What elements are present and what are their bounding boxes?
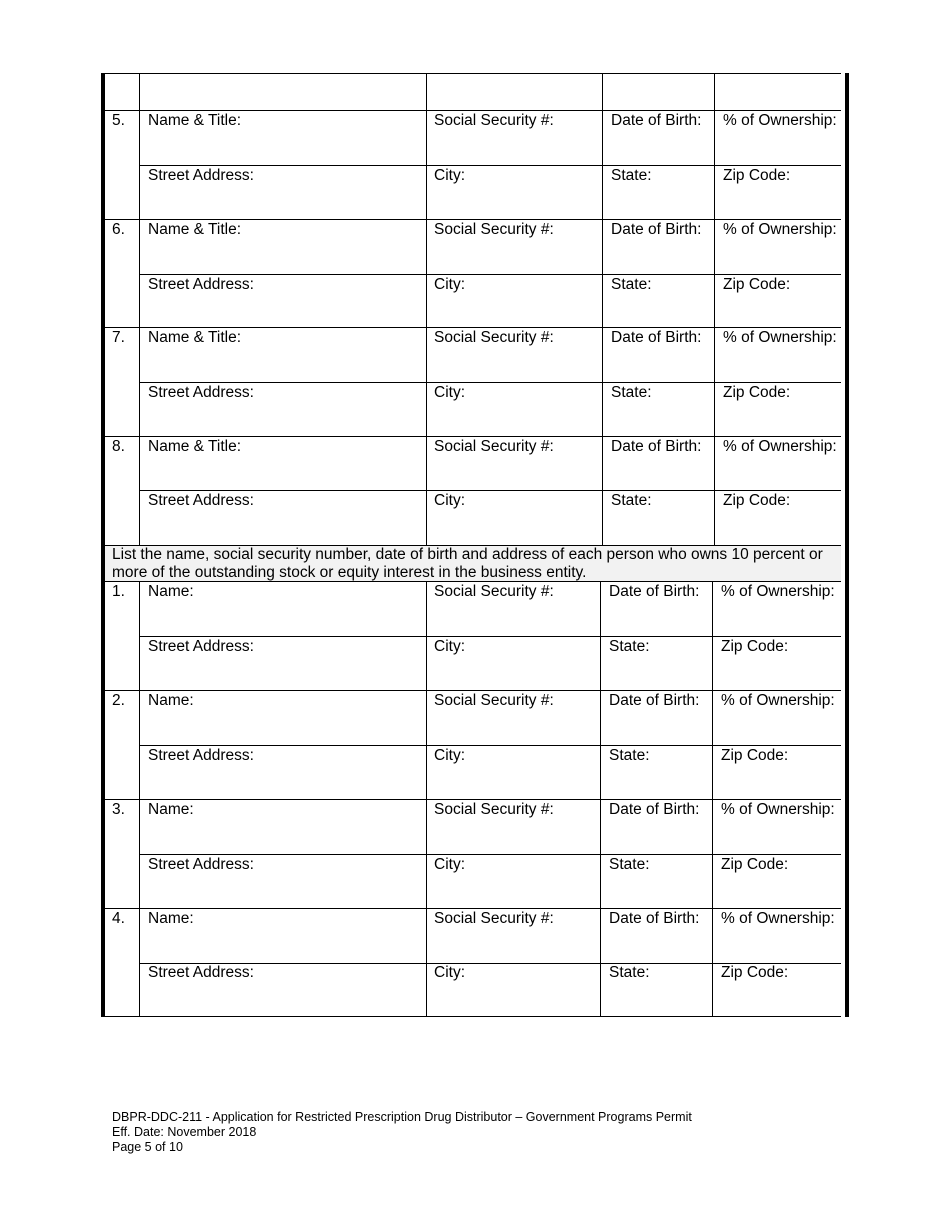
rule <box>139 274 841 275</box>
column-rule <box>426 581 427 1016</box>
zip-code-field[interactable]: Zip Code: <box>723 276 791 293</box>
dob-field[interactable]: Date of Birth: <box>611 438 702 455</box>
name-title-field[interactable]: Name & Title: <box>148 221 242 238</box>
city-field[interactable]: City: <box>434 747 465 764</box>
name-field[interactable]: Name: <box>148 692 194 709</box>
zip-code-field[interactable]: Zip Code: <box>721 747 789 764</box>
street-address-field[interactable]: Street Address: <box>148 384 254 401</box>
column-rule <box>712 581 713 1016</box>
state-field[interactable]: State: <box>611 276 652 293</box>
zip-code-field[interactable]: Zip Code: <box>723 384 791 401</box>
rule <box>105 1016 841 1017</box>
ownership-field[interactable]: % of Ownership: <box>721 801 835 818</box>
column-rule <box>600 581 601 1016</box>
city-field[interactable]: City: <box>434 384 465 401</box>
city-field[interactable]: City: <box>434 276 465 293</box>
column-rule <box>139 73 140 545</box>
row-number: 3. <box>112 801 125 818</box>
ownership-instruction: List the name, social security number, date of birth and address of each person who owns 10 percent or more of the outstanding stock or equity interest in the business entity. <box>112 546 823 581</box>
rule <box>105 908 841 909</box>
ownership-field[interactable]: % of Ownership: <box>723 329 837 346</box>
street-address-field[interactable]: Street Address: <box>148 856 254 873</box>
rule <box>105 436 841 437</box>
form-title: DBPR-DDC-211 - Application for Restricted Prescription Drug Distributor – Government Programs Permit <box>112 1110 692 1124</box>
zip-code-field[interactable]: Zip Code: <box>721 856 789 873</box>
city-field[interactable]: City: <box>434 638 465 655</box>
rule <box>105 219 841 220</box>
ownership-field[interactable]: % of Ownership: <box>721 692 835 709</box>
row-number: 7. <box>112 329 125 346</box>
rule <box>105 690 841 691</box>
name-title-field[interactable]: Name & Title: <box>148 329 242 346</box>
state-field[interactable]: State: <box>609 638 650 655</box>
rule <box>139 854 841 855</box>
rule <box>139 165 841 166</box>
street-address-field[interactable]: Street Address: <box>148 276 254 293</box>
row-number: 8. <box>112 438 125 455</box>
ssn-field[interactable]: Social Security #: <box>434 583 554 600</box>
zip-code-field[interactable]: Zip Code: <box>721 964 789 981</box>
column-rule <box>714 73 715 545</box>
state-field[interactable]: State: <box>611 492 652 509</box>
ssn-field[interactable]: Social Security #: <box>434 438 554 455</box>
state-field[interactable]: State: <box>611 384 652 401</box>
ssn-field[interactable]: Social Security #: <box>434 801 554 818</box>
rule <box>105 110 841 111</box>
street-address-field[interactable]: Street Address: <box>148 492 254 509</box>
rule <box>139 490 841 491</box>
row-number: 1. <box>112 583 125 600</box>
ssn-field[interactable]: Social Security #: <box>434 692 554 709</box>
zip-code-field[interactable]: Zip Code: <box>721 638 789 655</box>
rule <box>139 745 841 746</box>
row-number: 5. <box>112 112 125 129</box>
dob-field[interactable]: Date of Birth: <box>611 112 702 129</box>
state-field[interactable]: State: <box>609 964 650 981</box>
street-address-field[interactable]: Street Address: <box>148 167 254 184</box>
state-field[interactable]: State: <box>609 856 650 873</box>
rule <box>105 73 841 74</box>
rule <box>139 636 841 637</box>
row-number: 2. <box>112 692 125 709</box>
street-address-field[interactable]: Street Address: <box>148 747 254 764</box>
city-field[interactable]: City: <box>434 492 465 509</box>
ssn-field[interactable]: Social Security #: <box>434 112 554 129</box>
zip-code-field[interactable]: Zip Code: <box>723 167 791 184</box>
dob-field[interactable]: Date of Birth: <box>609 692 700 709</box>
name-title-field[interactable]: Name & Title: <box>148 112 242 129</box>
name-field[interactable]: Name: <box>148 801 194 818</box>
ownership-field[interactable]: % of Ownership: <box>723 438 837 455</box>
ssn-field[interactable]: Social Security #: <box>434 910 554 927</box>
ownership-field[interactable]: % of Ownership: <box>723 221 837 238</box>
street-address-field[interactable]: Street Address: <box>148 964 254 981</box>
effective-date: Eff. Date: November 2018 <box>112 1125 257 1139</box>
city-field[interactable]: City: <box>434 167 465 184</box>
name-field[interactable]: Name: <box>148 910 194 927</box>
row-number: 6. <box>112 221 125 238</box>
ownership-field[interactable]: % of Ownership: <box>721 910 835 927</box>
column-rule <box>602 73 603 545</box>
ownership-field[interactable]: % of Ownership: <box>721 583 835 600</box>
dob-field[interactable]: Date of Birth: <box>609 583 700 600</box>
state-field[interactable]: State: <box>609 747 650 764</box>
dob-field[interactable]: Date of Birth: <box>611 329 702 346</box>
column-rule <box>426 73 427 545</box>
state-field[interactable]: State: <box>611 167 652 184</box>
column-rule <box>139 581 140 1016</box>
name-title-field[interactable]: Name & Title: <box>148 438 242 455</box>
dob-field[interactable]: Date of Birth: <box>609 801 700 818</box>
page-number: Page 5 of 10 <box>112 1140 183 1154</box>
rule <box>105 799 841 800</box>
street-address-field[interactable]: Street Address: <box>148 638 254 655</box>
ssn-field[interactable]: Social Security #: <box>434 221 554 238</box>
ownership-field[interactable]: % of Ownership: <box>723 112 837 129</box>
name-field[interactable]: Name: <box>148 583 194 600</box>
page-footer <box>112 1110 692 1155</box>
zip-code-field[interactable]: Zip Code: <box>723 492 791 509</box>
city-field[interactable]: City: <box>434 964 465 981</box>
dob-field[interactable]: Date of Birth: <box>611 221 702 238</box>
rule <box>105 327 841 328</box>
rule <box>139 382 841 383</box>
dob-field[interactable]: Date of Birth: <box>609 910 700 927</box>
row-number: 4. <box>112 910 125 927</box>
city-field[interactable]: City: <box>434 856 465 873</box>
ssn-field[interactable]: Social Security #: <box>434 329 554 346</box>
